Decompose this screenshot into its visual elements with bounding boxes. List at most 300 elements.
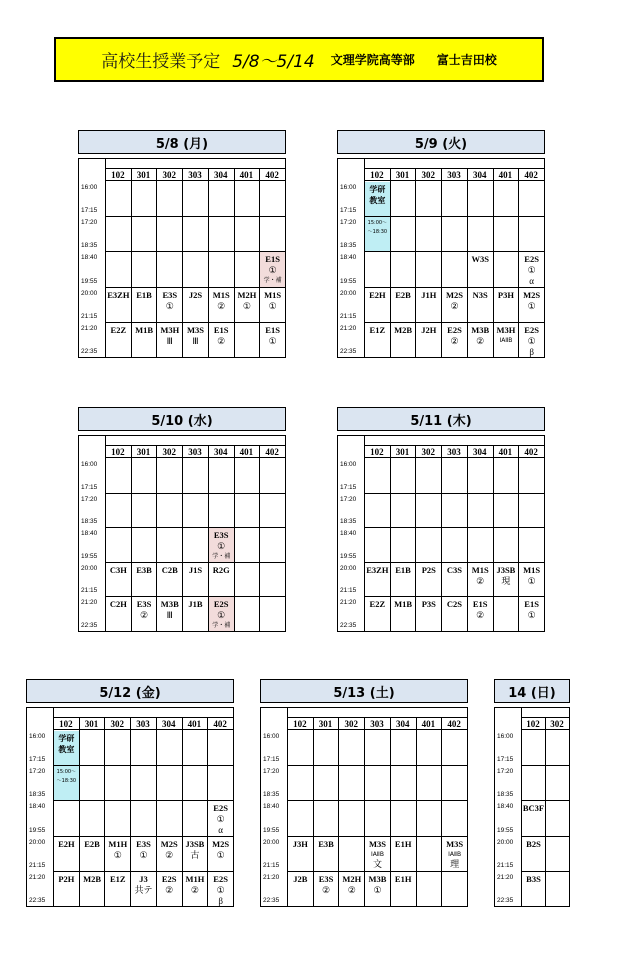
class-cell: [157, 837, 182, 871]
class-label: M2S: [445, 289, 463, 300]
class-cell: [183, 597, 208, 631]
slot-divider: [364, 493, 544, 494]
time-label: 17:20: [81, 495, 98, 503]
class-cell: [106, 323, 131, 357]
column-divider: [234, 445, 235, 631]
class-cell: [365, 288, 390, 322]
day-schedule: [494, 679, 570, 904]
class-label: M2S: [160, 838, 178, 849]
class-label: ⅠAⅡB: [499, 336, 513, 344]
time-label: 21:20: [29, 873, 46, 881]
class-cell: [209, 563, 234, 597]
time-label: 21:15: [497, 861, 514, 869]
class-label: E2Z: [110, 324, 127, 335]
title-dates: 5/8～5/14: [232, 52, 315, 72]
class-label: ②: [347, 884, 356, 895]
class-label: J3H: [292, 838, 308, 849]
class-label: B3S: [526, 873, 541, 884]
class-label: M2S: [212, 838, 230, 849]
class-cell: [157, 872, 182, 906]
time-label: 21:20: [340, 324, 357, 332]
class-label: 教室: [369, 196, 386, 205]
class-cell: [208, 872, 233, 906]
class-label: E3ZH: [366, 564, 389, 575]
time-label: 18:40: [81, 254, 98, 262]
time-label: 19:55: [340, 552, 357, 560]
time-label: 21:15: [81, 587, 98, 595]
class-cell: [442, 597, 467, 631]
time-label: 22:35: [81, 348, 98, 355]
class-label: BC3F: [522, 803, 545, 814]
class-label: E3ZH: [107, 289, 130, 300]
class-cell: [365, 323, 390, 357]
class-label: E3B: [318, 838, 334, 849]
room-header: 401: [493, 168, 519, 181]
class-label: P2H: [58, 873, 75, 884]
room-header: 303: [182, 445, 208, 458]
class-cell: [132, 288, 157, 322]
room-header: 301: [131, 445, 157, 458]
class-label: M3B: [368, 873, 387, 884]
class-label: M3S: [446, 838, 464, 849]
time-label: 16:00: [340, 184, 357, 191]
class-cell: [365, 217, 390, 251]
class-label: E1Z: [369, 324, 386, 335]
class-cell: [442, 323, 467, 357]
class-label: E1S: [472, 599, 488, 610]
time-label: 17:15: [29, 756, 46, 764]
time-label: 19:55: [497, 826, 514, 834]
time-label: 17:15: [81, 207, 98, 215]
class-label: M3B: [160, 599, 179, 610]
class-label: ②: [476, 610, 485, 621]
class-label: β: [218, 895, 223, 906]
class-label: ①: [527, 610, 536, 621]
time-label: 19:55: [340, 277, 357, 285]
class-cell: [183, 563, 208, 597]
time-label: 18:40: [81, 530, 98, 538]
class-label: E2S: [447, 324, 462, 335]
class-cell: [288, 872, 313, 906]
room-header: 401: [182, 717, 208, 730]
class-label: 理: [450, 858, 460, 869]
room-header: 102: [53, 717, 79, 730]
class-cell: [519, 288, 544, 322]
class-label: B2S: [526, 838, 541, 849]
class-cell: [365, 597, 390, 631]
class-label: 15:00～: [367, 220, 388, 227]
room-header: 304: [208, 445, 234, 458]
class-cell: [494, 323, 519, 357]
title-text: 高校生授業予定: [101, 52, 221, 72]
class-label: C2H: [109, 599, 127, 610]
class-cell: [442, 837, 467, 871]
class-cell: [106, 597, 131, 631]
class-cell: [519, 563, 544, 597]
class-cell: [288, 837, 313, 871]
slot-divider: [105, 251, 285, 252]
room-header: 304: [467, 168, 493, 181]
class-label: ①: [373, 884, 382, 895]
class-cell: [339, 872, 364, 906]
time-label: 18:35: [497, 791, 514, 799]
class-cell: [314, 837, 339, 871]
room-header: 102: [364, 445, 390, 458]
class-label: P2S: [421, 564, 436, 575]
class-cell: [105, 872, 130, 906]
time-label: 20:00: [81, 289, 98, 297]
class-label: M2S: [523, 289, 541, 300]
class-label: J3SB: [496, 564, 516, 575]
room-header: 402: [259, 445, 285, 458]
class-cell: [494, 563, 519, 597]
class-cell: [157, 323, 182, 357]
time-label: 16:00: [263, 733, 280, 740]
time-label: 21:20: [81, 599, 98, 607]
timetable-grid: [260, 707, 468, 907]
campus-name: 富士吉田校: [436, 53, 497, 67]
class-label: E1S: [265, 254, 280, 265]
time-label: 18:35: [29, 791, 46, 799]
title-banner: [54, 37, 544, 82]
room-header: 102: [364, 168, 390, 181]
class-label: ～18:30: [367, 229, 388, 236]
class-cell: [208, 801, 233, 835]
class-label: ②: [190, 884, 199, 895]
time-label: 21:20: [340, 599, 357, 607]
time-label: 16:00: [81, 461, 98, 468]
day-schedule: [78, 130, 286, 355]
class-label: C3S: [446, 564, 463, 575]
class-label: 15:00～: [56, 769, 77, 776]
class-cell: [54, 837, 79, 871]
class-label: E1H: [394, 838, 412, 849]
time-label: 18:40: [340, 530, 357, 538]
class-label: 学・補: [263, 277, 282, 285]
time-label: 18:35: [81, 242, 98, 250]
class-label: J1B: [188, 599, 203, 610]
class-cell: [208, 837, 233, 871]
column-divider: [259, 445, 260, 631]
time-label: 17:15: [81, 483, 98, 491]
time-label: 17:15: [340, 207, 357, 215]
class-cell: [468, 288, 493, 322]
time-label: 21:20: [497, 873, 514, 881]
class-cell: [260, 323, 285, 357]
timetable-grid: [78, 435, 286, 632]
timetable-grid: [337, 435, 545, 632]
class-label: E1S: [265, 324, 280, 335]
class-label: ①: [242, 300, 251, 311]
time-label: 17:20: [340, 219, 357, 227]
room-header: 303: [441, 445, 467, 458]
time-label: 18:35: [263, 791, 280, 799]
slot-divider: [53, 765, 233, 766]
class-label: E2S: [524, 254, 539, 265]
class-cell: [209, 323, 234, 357]
class-label: M2B: [83, 873, 102, 884]
time-label: 22:35: [29, 897, 46, 904]
class-cell: [314, 872, 339, 906]
timetable-grid: [78, 158, 286, 358]
slot-divider: [105, 493, 285, 494]
class-label: M1S: [471, 564, 489, 575]
room-header: 402: [441, 717, 467, 730]
class-label: N3S: [472, 289, 488, 300]
class-label: E1S: [213, 324, 229, 335]
time-label: 21:15: [81, 312, 98, 320]
class-cell: [260, 288, 285, 322]
class-label: ①: [216, 814, 225, 825]
class-cell: [54, 731, 79, 765]
time-label: 17:15: [263, 756, 280, 764]
room-header: 302: [156, 168, 182, 181]
room-header: 402: [518, 168, 544, 181]
class-label: 学研: [58, 734, 75, 743]
time-label: 20:00: [340, 564, 357, 572]
time-label: 21:15: [29, 861, 46, 869]
class-cell: [132, 563, 157, 597]
class-cell: [157, 563, 182, 597]
room-header: 401: [416, 717, 442, 730]
class-label: Ⅲ: [166, 335, 173, 346]
room-header: 102: [287, 717, 313, 730]
class-label: ②: [450, 335, 459, 346]
timetable-grid: [26, 707, 234, 907]
room-header: 304: [208, 168, 234, 181]
slot-divider: [53, 800, 233, 801]
class-cell: [468, 252, 493, 286]
class-cell: [80, 837, 105, 871]
slot-divider: [364, 251, 544, 252]
class-label: α: [529, 276, 534, 287]
class-label: M3S: [186, 324, 204, 335]
time-label: 19:55: [29, 826, 46, 834]
time-label: 20:00: [81, 564, 98, 572]
class-cell: [391, 872, 416, 906]
class-cell: [105, 837, 130, 871]
class-label: E2S: [213, 599, 229, 610]
class-label: J1H: [421, 289, 437, 300]
class-cell: [522, 801, 545, 835]
class-cell: [54, 766, 79, 800]
class-label: J3: [139, 873, 148, 884]
day-schedule: [337, 130, 545, 357]
class-cell: [519, 323, 544, 357]
time-label: 18:40: [497, 803, 514, 811]
slot-divider: [105, 216, 285, 217]
time-label: 18:40: [263, 803, 280, 811]
class-label: ①: [527, 575, 536, 586]
class-cell: [391, 597, 416, 631]
room-header: 301: [313, 717, 339, 730]
class-label: J3SB: [185, 838, 205, 849]
class-cell: [522, 837, 545, 871]
time-label: 17:20: [263, 768, 280, 776]
room-header: 402: [207, 717, 233, 730]
class-cell: [157, 288, 182, 322]
class-label: C3H: [109, 564, 127, 575]
time-label: 18:35: [340, 518, 357, 526]
time-label: 17:15: [340, 483, 357, 491]
day-header: 5/8 (月): [78, 130, 286, 154]
slot-divider: [287, 800, 467, 801]
class-cell: [391, 837, 416, 871]
class-label: P3S: [421, 599, 436, 610]
class-label: E3S: [213, 530, 229, 541]
class-label: E3B: [136, 564, 152, 575]
time-label: 20:00: [263, 838, 280, 846]
class-label: ②: [450, 300, 459, 311]
slot-divider: [105, 527, 285, 528]
class-cell: [80, 872, 105, 906]
column-divider: [441, 717, 442, 906]
time-label: 16:00: [81, 184, 98, 191]
class-label: ①: [268, 335, 277, 346]
room-header: 401: [234, 168, 260, 181]
time-label: 17:20: [497, 768, 514, 776]
class-label: M2H: [342, 873, 362, 884]
time-label: 21:20: [81, 324, 98, 332]
class-label: J2S: [188, 289, 203, 300]
class-label: J2B: [293, 873, 308, 884]
time-label: 17:20: [340, 495, 357, 503]
slot-divider: [364, 216, 544, 217]
class-cell: [183, 837, 208, 871]
class-cell: [157, 597, 182, 631]
class-cell: [365, 872, 390, 906]
class-cell: [365, 837, 390, 871]
room-header: 302: [156, 445, 182, 458]
time-label: 18:40: [29, 803, 46, 811]
room-header: 301: [390, 168, 416, 181]
class-label: E2S: [161, 873, 177, 884]
class-label: E3S: [162, 289, 178, 300]
class-label: M1S: [212, 289, 230, 300]
class-label: J2H: [421, 324, 437, 335]
class-cell: [522, 872, 545, 906]
class-label: ①: [216, 884, 225, 895]
room-header: 303: [364, 717, 390, 730]
class-cell: [494, 288, 519, 322]
class-label: M1B: [394, 599, 413, 610]
class-label: E2H: [58, 838, 75, 849]
class-label: M1B: [135, 324, 154, 335]
class-cell: [391, 323, 416, 357]
room-header: 303: [441, 168, 467, 181]
room-header: 102: [105, 168, 131, 181]
class-cell: [365, 563, 390, 597]
class-label: E2S: [213, 803, 228, 814]
class-label: ①: [527, 335, 536, 346]
class-cell: [468, 323, 493, 357]
class-label: ①: [527, 265, 536, 276]
class-cell: [54, 872, 79, 906]
class-cell: [365, 182, 390, 216]
class-label: ②: [217, 335, 226, 346]
class-label: M2B: [394, 324, 413, 335]
class-cell: [132, 597, 157, 631]
room-header: 302: [415, 445, 441, 458]
time-label: 20:00: [497, 838, 514, 846]
class-cell: [131, 837, 156, 871]
day-schedule: [26, 679, 234, 906]
class-cell: [260, 252, 285, 286]
class-label: E2Z: [369, 599, 386, 610]
class-label: E3S: [136, 838, 151, 849]
time-label: 21:15: [340, 587, 357, 595]
class-cell: [416, 288, 441, 322]
class-label: M2H: [237, 289, 257, 300]
class-label: E2S: [524, 324, 539, 335]
time-label: 21:20: [263, 873, 280, 881]
class-label: M3H: [160, 324, 180, 335]
class-cell: [235, 288, 260, 322]
class-cell: [183, 872, 208, 906]
time-label: 20:00: [340, 289, 357, 297]
time-label: 19:55: [81, 277, 98, 285]
room-header: 402: [259, 168, 285, 181]
class-label: 共テ: [134, 884, 153, 895]
room-header: 401: [493, 445, 519, 458]
room-header: 301: [131, 168, 157, 181]
time-label: 17:20: [29, 768, 46, 776]
slot-divider: [364, 527, 544, 528]
class-label: C2B: [161, 564, 178, 575]
class-cell: [106, 288, 131, 322]
day-header: 5/9 (火): [337, 130, 545, 154]
class-label: E1S: [524, 599, 539, 610]
class-label: E2S: [213, 873, 228, 884]
class-cell: [416, 597, 441, 631]
room-header: 102: [521, 717, 545, 730]
class-label: ②: [217, 300, 226, 311]
time-label: 18:35: [81, 518, 98, 526]
class-label: E1B: [395, 564, 411, 575]
time-label: 17:15: [497, 756, 514, 764]
time-label: 16:00: [340, 461, 357, 468]
column-divider: [416, 717, 417, 906]
time-label: 18:35: [340, 242, 357, 250]
school-name: 文理学院高等部: [330, 53, 415, 67]
day-header: 5/12 (金): [26, 679, 234, 703]
time-label: 17:20: [81, 219, 98, 227]
class-label: E3S: [318, 873, 334, 884]
class-cell: [131, 872, 156, 906]
class-label: β: [529, 346, 534, 357]
class-label: ①: [217, 541, 226, 552]
class-cell: [416, 323, 441, 357]
class-label: E2H: [369, 289, 386, 300]
class-label: ①: [165, 300, 174, 311]
class-label: M1S: [264, 289, 282, 300]
time-label: 22:35: [340, 348, 357, 355]
class-label: E2B: [84, 838, 100, 849]
class-cell: [391, 288, 416, 322]
class-label: 現: [501, 575, 511, 586]
class-cell: [519, 252, 544, 286]
class-cell: [209, 528, 234, 562]
class-label: ①: [139, 849, 148, 860]
class-label: 学・補: [212, 553, 231, 561]
class-label: ②: [165, 849, 174, 860]
timetable-grid: [337, 158, 545, 358]
class-label: ①: [216, 849, 225, 860]
class-label: ⅠAⅡB: [448, 850, 462, 858]
time-label: 16:00: [497, 733, 514, 740]
room-header: 302: [104, 717, 130, 730]
time-label: 19:55: [81, 552, 98, 560]
